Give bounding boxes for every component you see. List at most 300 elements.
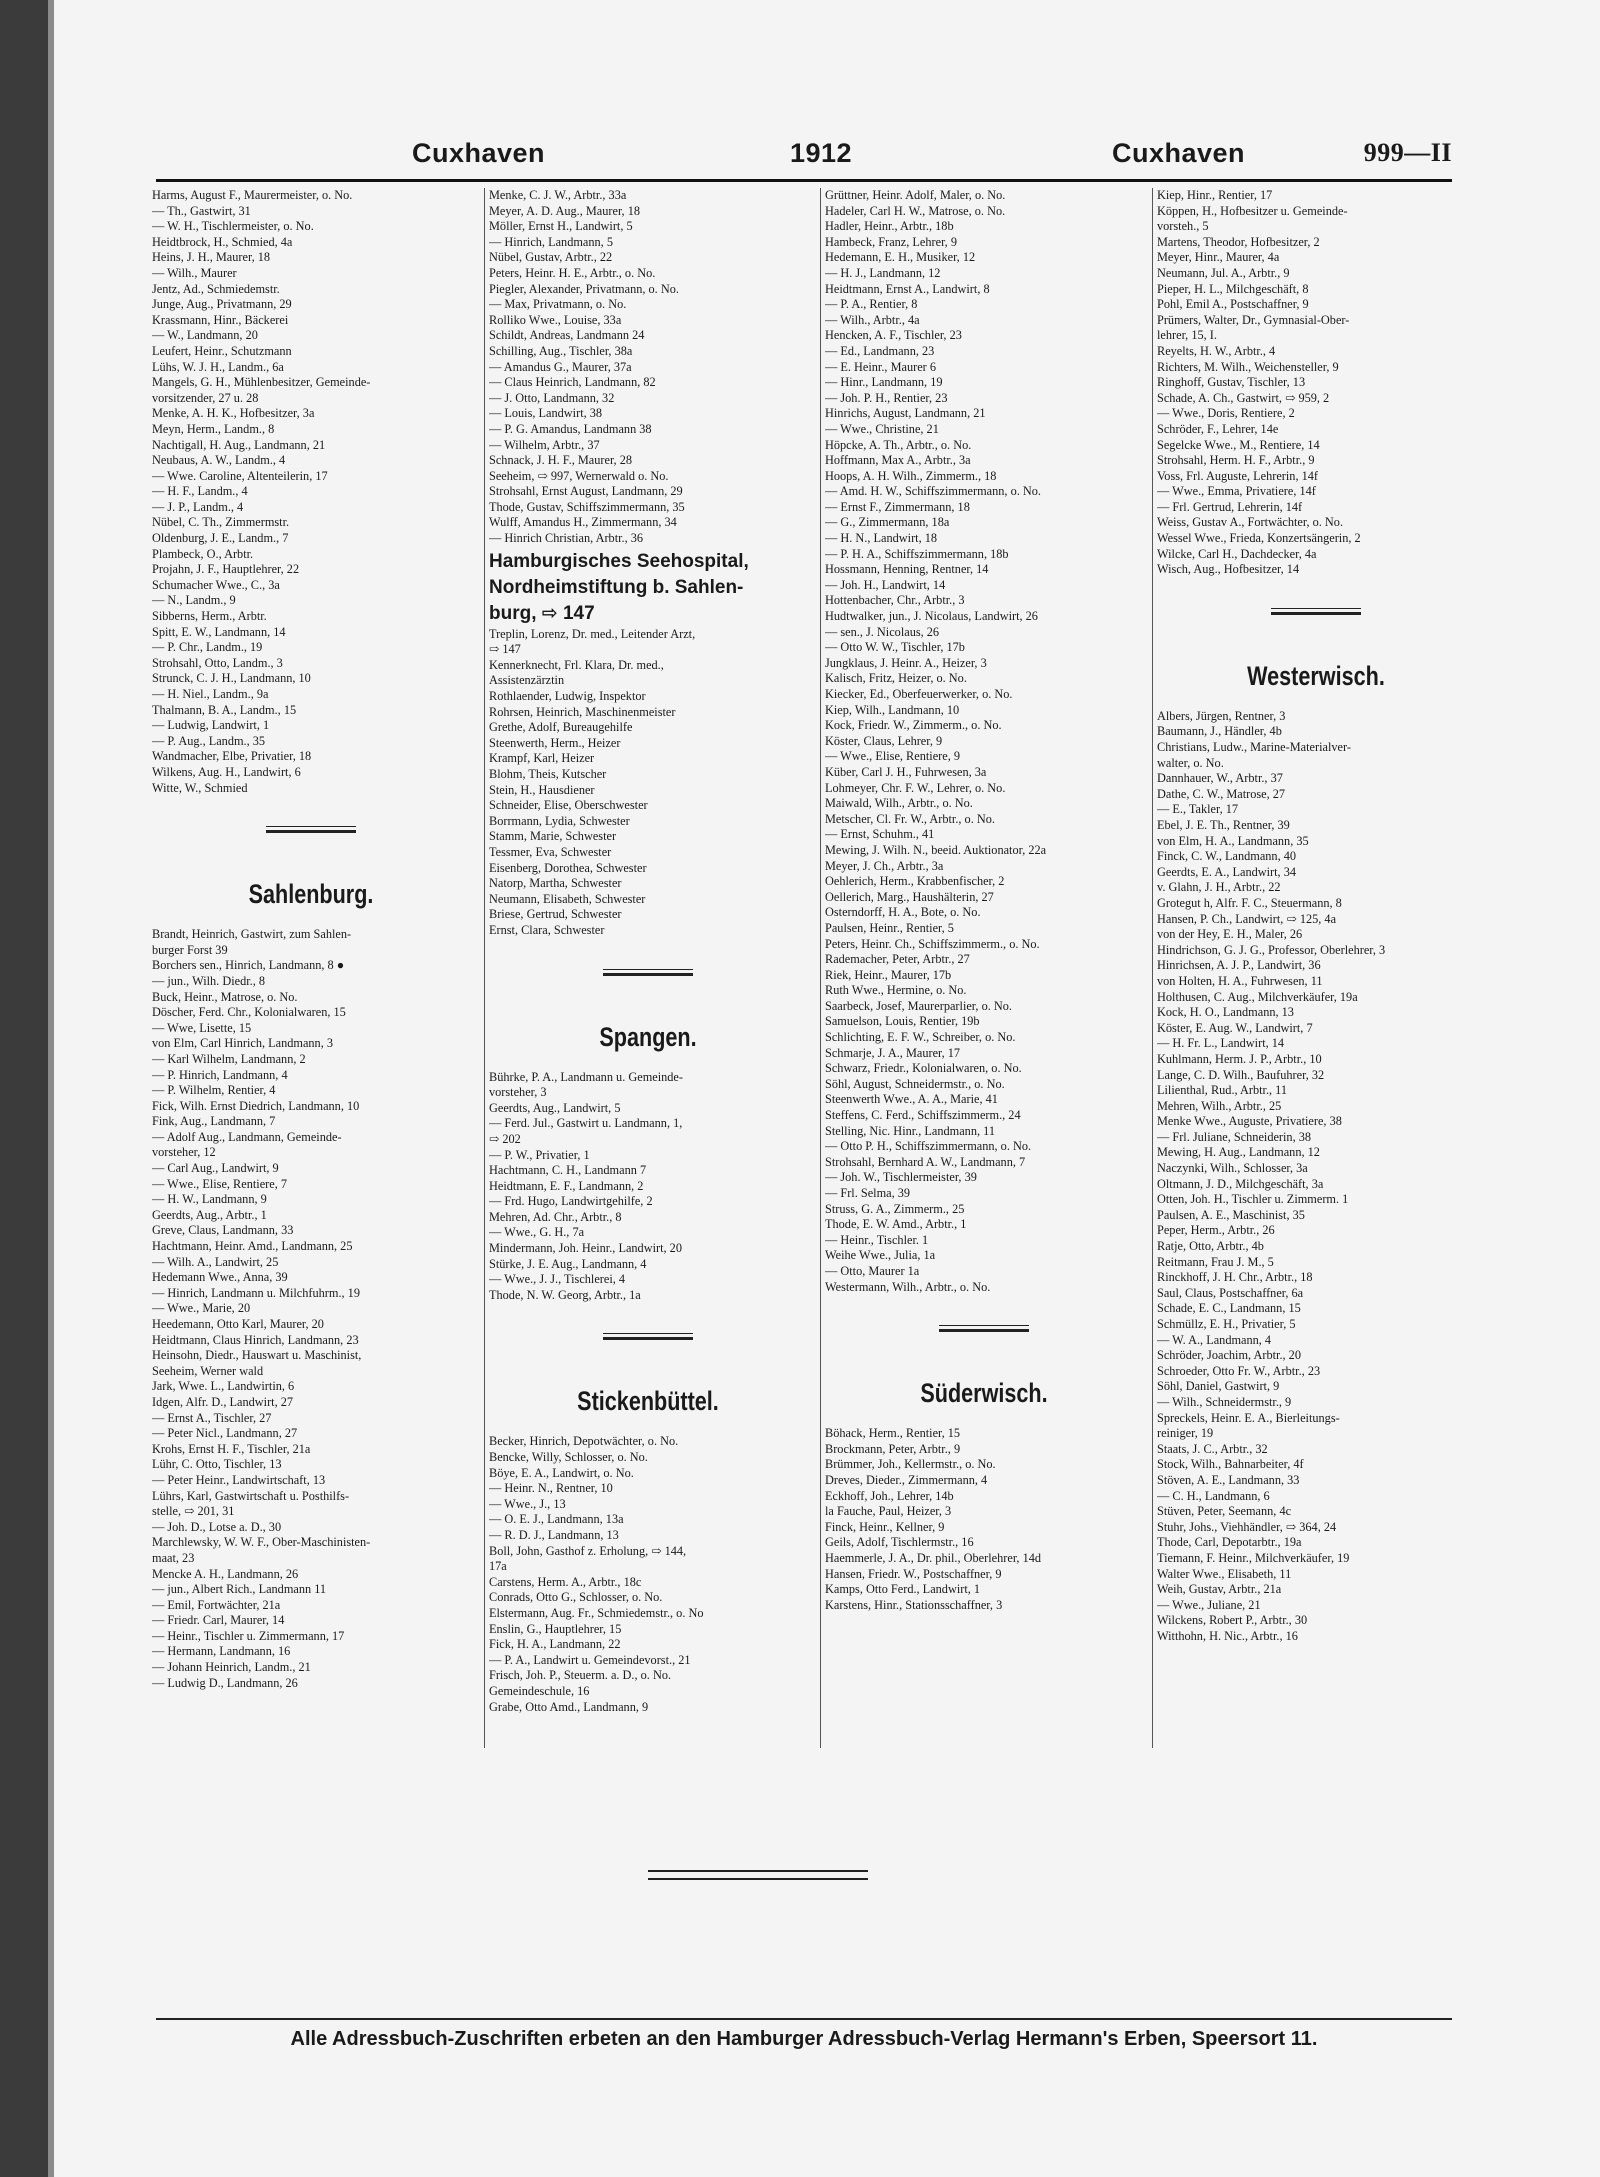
directory-entry: Hambeck, Franz, Lehrer, 9: [825, 234, 957, 249]
directory-entry: Hinrichsen, A. J. P., Landwirt, 36: [1157, 958, 1321, 973]
directory-entry: — Frl. Juliane, Schneiderin, 38: [1157, 1129, 1312, 1144]
directory-entry: Böhack, Herm., Rentier, 15: [825, 1426, 961, 1441]
directory-entry: — Frl. Selma, 39: [825, 1186, 911, 1200]
directory-entry: Geils, Adolf, Tischlermstr., 16: [825, 1535, 974, 1550]
header-rule: [156, 179, 1452, 182]
directory-entry: Neubaus, A. W., Landm., 4: [152, 453, 286, 468]
directory-entry: — R. D. J., Landmann, 13: [489, 1528, 619, 1542]
directory-entry: — Emil, Fortwächter, 21a: [152, 1597, 281, 1612]
directory-entry: — Ludwig, Landwirt, 1: [152, 718, 270, 733]
directory-entry: Schade, E. C., Landmann, 15: [1157, 1301, 1301, 1316]
directory-entry: Spreckels, Heinr. E. A., Bierleitungs-: [1157, 1410, 1340, 1425]
directory-entry: Dannhauer, W., Arbtr., 37: [1157, 771, 1283, 786]
directory-entry: — Otto W. W., Tischler, 17b: [825, 640, 965, 655]
directory-entry: Möller, Ernst H., Landwirt, 5: [489, 219, 633, 234]
directory-entry: Weihe Wwe., Julia, 1a: [825, 1248, 936, 1263]
directory-entry: Rothlaender, Ludwig, Inspektor: [489, 689, 646, 704]
directory-entry: Fink, Aug., Landmann, 7: [152, 1114, 276, 1129]
directory-entry: — E., Takler, 17: [1157, 802, 1239, 817]
section-separator: [266, 826, 356, 833]
directory-entry: — N., Landm., 9: [152, 593, 236, 608]
directory-entry: — Hinrich Christian, Arbtr., 36: [489, 531, 644, 546]
directory-entry: Grotegut h, Alfr. F. C., Steuermann, 8: [1157, 895, 1342, 910]
directory-entry: — C. H., Landmann, 6: [1157, 1488, 1270, 1503]
directory-entry: Söhl, Daniel, Gastwirt, 9: [1157, 1379, 1280, 1394]
directory-entry: lehrer, 15, I.: [1157, 328, 1217, 343]
column-1: [152, 188, 470, 1748]
directory-entry: Hinrichs, August, Landmann, 21: [825, 406, 986, 421]
directory-entry: — Wwe., Doris, Rentiere, 2: [1157, 406, 1295, 421]
directory-entry: — Ed., Landmann, 23: [825, 343, 935, 358]
directory-entry: — Wwe., G. H., 7a: [489, 1225, 585, 1240]
directory-entry: Finck, C. W., Landmann, 40: [1157, 849, 1297, 864]
directory-entry: Höpcke, A. Th., Arbtr., o. No.: [825, 437, 972, 452]
directory-entry: — Otto P. H., Schiffszimmermann, o. No.: [825, 1139, 1032, 1154]
directory-entry: Gemeindeschule, 16: [489, 1683, 590, 1698]
directory-entry: — jun., Wilh. Diedr., 8: [152, 973, 266, 988]
directory-entry: Greve, Claus, Landmann, 33: [152, 1223, 294, 1238]
directory-entry: la Fauche, Paul, Heizer, 3: [825, 1504, 952, 1519]
header-town-left: Cuxhaven: [412, 138, 546, 168]
directory-entry: Kalisch, Fritz, Heizer, o. No.: [825, 671, 967, 686]
directory-entry: Köster, E. Aug. W., Landwirt, 7: [1157, 1020, 1313, 1035]
directory-entry: — O. E. J., Landmann, 13a: [489, 1512, 624, 1527]
directory-entry: Leufert, Heinr., Schutzmann: [152, 343, 292, 358]
directory-entry: Grabe, Otto Amd., Landmann, 9: [489, 1699, 649, 1714]
directory-entry: Holthusen, C. Aug., Milchverkäufer, 19a: [1157, 989, 1358, 1004]
directory-entry: vorsteher, 12: [152, 1145, 216, 1160]
directory-entry: Ernst, Clara, Schwester: [489, 922, 605, 937]
directory-entry: Thode, E. W. Amd., Arbtr., 1: [825, 1217, 967, 1232]
directory-entry: Krohs, Ernst H. F., Tischler, 21a: [152, 1441, 311, 1456]
directory-entry: — Hinrich, Landmann, 5: [489, 234, 613, 249]
directory-entry: Küber, Carl J. H., Fuhrwesen, 3a: [825, 764, 987, 779]
directory-entry: Geerdts, E. A., Landwirt, 34: [1157, 864, 1296, 879]
directory-entry: von Holten, H. A., Fuhrwesen, 11: [1157, 973, 1323, 988]
directory-entry: Nübel, Gustav, Arbtr., 22: [489, 250, 613, 265]
directory-entry: — Wwe., Elise, Rentiere, 9: [825, 749, 961, 764]
directory-entry: Junge, Aug., Privatmann, 29: [152, 297, 292, 312]
directory-entry: Schlichting, E. F. W., Schreiber, o. No.: [825, 1030, 1016, 1045]
directory-entry: — W. A., Landmann, 4: [1157, 1332, 1272, 1347]
directory-entry: Stock, Wilh., Bahnarbeiter, 4f: [1157, 1457, 1304, 1472]
directory-entry: Reitmann, Frau J. M., 5: [1157, 1254, 1274, 1269]
directory-entry: Stein, H., Hausdiener: [489, 782, 595, 797]
directory-entry: Steffens, C. Ferd., Schiffszimmerm., 24: [825, 1108, 1021, 1123]
directory-entry: Mewing, H. Aug., Landmann, 12: [1157, 1145, 1320, 1160]
directory-entry: Oldenburg, J. E., Landm., 7: [152, 531, 289, 546]
directory-entry: — Th., Gastwirt, 31: [152, 203, 251, 218]
publisher-footer: Alle Adressbuch-Zuschriften erbeten an den Hamburger Adressbuch-Verlag Hermann's Erben, Speersort 11.: [290, 2028, 1318, 2050]
directory-entry: burger Forst 39: [152, 942, 228, 957]
directory-entry: — Ludwig D., Landmann, 26: [152, 1675, 298, 1690]
directory-entry: Hadler, Heinr., Arbtr., 18b: [825, 219, 954, 234]
directory-entry: Marchlewsky, W. W. F., Ober-Maschinisten-: [152, 1535, 371, 1550]
directory-entry: Prümers, Walter, Dr., Gymnasial-Ober-: [1157, 312, 1350, 327]
directory-entry: Schneider, Elise, Oberschwester: [489, 798, 648, 813]
directory-entry: — Wwe., Emma, Privatiere, 14f: [1157, 484, 1316, 499]
directory-entry: Harms, August F., Maurermeister, o. No.: [152, 188, 353, 202]
section-heading: Süderwisch.: [920, 1378, 1048, 1409]
directory-entry: Mangels, G. H., Mühlenbesitzer, Gemeinde-: [152, 375, 371, 390]
directory-entry: — Amandus G., Maurer, 37a: [489, 359, 632, 374]
directory-entry: Idgen, Alfr. D., Landwirt, 27: [152, 1394, 294, 1409]
directory-entry: Nachtigall, H. Aug., Landmann, 21: [152, 437, 326, 452]
directory-entry: Thode, N. W. Georg, Arbtr., 1a: [489, 1287, 641, 1302]
section-heading: Westerwisch.: [1247, 660, 1385, 691]
directory-entry: Kock, H. O., Landmann, 13: [1157, 1005, 1294, 1020]
directory-entry: Blohm, Theis, Kutscher: [489, 767, 607, 781]
directory-entry: Natorp, Martha, Schwester: [489, 876, 622, 891]
column-4: [1152, 188, 1475, 1748]
directory-entry: Ebel, J. E. Th., Rentner, 39: [1157, 818, 1290, 832]
directory-entry: Wisch, Aug., Hofbesitzer, 14: [1157, 562, 1300, 577]
directory-entry: — P. Hinrich, Landmann, 4: [152, 1067, 288, 1082]
directory-entry: Westermann, Wilh., Arbtr., o. No.: [825, 1279, 991, 1294]
directory-entry: Wandmacher, Elbe, Privatier, 18: [152, 749, 312, 764]
directory-entry: Witte, W., Schmied: [152, 780, 248, 795]
directory-entry: Peters, Heinr. H. E., Arbtr., o. No.: [489, 265, 656, 280]
directory-entry: — P. H. A., Schiffszimmermann, 18b: [825, 546, 1009, 561]
directory-entry: Schröder, Joachim, Arbtr., 20: [1157, 1348, 1301, 1363]
header-town-right: Cuxhaven: [1112, 138, 1246, 168]
directory-entry: vorsteher, 3: [489, 1085, 547, 1100]
directory-entry: Rademacher, Peter, Arbtr., 27: [825, 952, 970, 967]
directory-entry: Segelcke Wwe., M., Rentiere, 14: [1157, 437, 1320, 452]
directory-entry: Staats, J. C., Arbtr., 32: [1157, 1441, 1268, 1456]
directory-entry: Hansen, P. Ch., Landwirt, ⇨ 125, 4a: [1157, 911, 1337, 926]
directory-entry: Fick, Wilh. Ernst Diedrich, Landmann, 10: [152, 1098, 360, 1113]
directory-entry: Wessel Wwe., Frieda, Konzertsängerin, 2: [1157, 531, 1361, 546]
directory-entry: ⇨ 202: [489, 1131, 521, 1146]
directory-entry: Heidtmann, Claus Hinrich, Landmann, 23: [152, 1332, 359, 1347]
directory-entry: Hencken, A. F., Tischler, 23: [825, 328, 962, 343]
directory-entry: Weih, Gustav, Arbtr., 21a: [1157, 1582, 1282, 1597]
directory-entry: Strohsahl, Herm. H. F., Arbtr., 9: [1157, 453, 1315, 468]
directory-entry: — Heinr., Tischler. 1: [825, 1232, 929, 1247]
directory-entry: Rolliko Wwe., Louise, 33a: [489, 312, 622, 327]
directory-entry: Paulsen, A. E., Maschinist, 35: [1157, 1207, 1305, 1222]
directory-entry: Köppen, H., Hofbesitzer u. Gemeinde-: [1157, 203, 1348, 218]
directory-entry: Kuhlmann, Herm. J. P., Arbtr., 10: [1157, 1051, 1322, 1066]
directory-entry: — Max, Privatmann, o. No.: [489, 297, 627, 312]
directory-entry: reiniger, 19: [1157, 1426, 1214, 1441]
section-separator: [1271, 608, 1361, 615]
directory-entry: Wilkens, Aug. H., Landwirt, 6: [152, 764, 301, 779]
directory-entry: — Amd. H. W., Schiffszimmermann, o. No.: [825, 484, 1041, 499]
directory-entry: Paulsen, Heinr., Rentier, 5: [825, 920, 954, 935]
page-header: [156, 138, 1452, 178]
directory-entry: Söhl, August, Schneidermstr., o. No.: [825, 1076, 1005, 1091]
directory-entry: Stöven, A. E., Landmann, 33: [1157, 1472, 1300, 1487]
directory-entry: Projahn, J. F., Hauptlehrer, 22: [152, 562, 300, 577]
directory-entry: Struss, G. A., Zimmerm., 25: [825, 1201, 965, 1216]
directory-entry: Finck, Heinr., Kellner, 9: [825, 1519, 945, 1534]
directory-entry: Albers, Jürgen, Rentner, 3: [1157, 708, 1286, 723]
directory-entry: Thode, Gustav, Schiffszimmermann, 35: [489, 499, 685, 514]
directory-entry: Boll, John, Gasthof z. Erholung, ⇨ 144,: [489, 1543, 687, 1558]
directory-entry: — H. W., Landmann, 9: [152, 1192, 267, 1207]
directory-entry: Heidtmann, Ernst A., Landwirt, 8: [825, 281, 990, 296]
directory-entry: Mehren, Ad. Chr., Arbtr., 8: [489, 1209, 622, 1224]
directory-entry: Rohrsen, Heinrich, Maschinenmeister: [489, 704, 676, 719]
institution-heading: Nordheimstiftung b. Sahlen-: [489, 576, 744, 598]
directory-entry: Brümmer, Joh., Kellermstr., o. No.: [825, 1457, 996, 1472]
directory-entry: Witthohn, H. Nic., Arbtr., 16: [1157, 1628, 1298, 1643]
institution-heading: Hamburgisches Seehospital,: [489, 550, 749, 572]
directory-entry: Strohsahl, Otto, Landm., 3: [152, 655, 283, 670]
directory-entry: — P. G. Amandus, Landmann 38: [489, 421, 652, 436]
directory-entry: Strunck, C. J. H., Landmann, 10: [152, 671, 311, 686]
directory-entry: Kiep, Wilh., Landmann, 10: [825, 702, 960, 717]
directory-entry: Mencke A. H., Landmann, 26: [152, 1566, 299, 1581]
directory-entry: Kamps, Otto Ferd., Landwirt, 1: [825, 1582, 981, 1597]
directory-entry: Ruth Wwe., Hermine, o. No.: [825, 983, 967, 998]
directory-entry: Hoops, A. H. Wilh., Zimmerm., 18: [825, 468, 997, 483]
directory-entry: — Joh. P. H., Rentier, 23: [825, 390, 948, 405]
directory-entry: vorsitzender, 27 u. 28: [152, 390, 259, 405]
directory-entry: Frisch, Joh. P., Steuerm. a. D., o. No.: [489, 1668, 672, 1683]
directory-entry: Lührs, Karl, Gastwirtschaft u. Posthilfs-: [152, 1488, 350, 1503]
directory-entry: — Wilhelm, Arbtr., 37: [489, 437, 600, 452]
directory-entry: — H. F., Landm., 4: [152, 484, 248, 499]
directory-entry: — Wwe., J. J., Tischlerei, 4: [489, 1272, 626, 1287]
directory-entry: — Louis, Landwirt, 38: [489, 406, 603, 421]
directory-entry: Oehlerich, Herm., Krabbenfischer, 2: [825, 874, 1005, 889]
directory-entry: Meyer, J. Ch., Arbtr., 3a: [825, 858, 944, 873]
directory-entry: Richters, M. Wilh., Weichensteller, 9: [1157, 359, 1339, 374]
directory-entry: Kiecker, Ed., Oberfeuerwerker, o. No.: [825, 687, 1013, 701]
directory-entry: — Wwe., Juliane, 21: [1157, 1597, 1261, 1612]
directory-entry: — Claus Heinrich, Landmann, 82: [489, 375, 656, 390]
directory-entry: — P. Aug., Landm., 35: [152, 733, 266, 748]
header-year: 1912: [790, 138, 853, 168]
directory-entry: Weiss, Gustav A., Fortwächter, o. No.: [1157, 515, 1344, 530]
directory-entry: Heinsohn, Diedr., Hauswart u. Maschinist,: [152, 1348, 362, 1363]
column-2: [484, 188, 807, 1748]
directory-entry: Rinckhoff, J. H. Chr., Arbtr., 18: [1157, 1270, 1313, 1285]
directory-entry: Hadeler, Carl H. W., Matrose, o. No.: [825, 203, 1006, 218]
directory-entry: Heedemann, Otto Karl, Maurer, 20: [152, 1317, 324, 1331]
institution-heading: burg, ⇨ 147: [489, 602, 595, 624]
directory-entry: Oltmann, J. D., Milchgeschäft, 3a: [1157, 1176, 1324, 1191]
directory-entry: — Joh. W., Tischlermeister, 39: [825, 1170, 977, 1185]
directory-entry: Menke, C. J. W., Arbtr., 33a: [489, 188, 627, 202]
directory-entry: ⇨ 147: [489, 642, 521, 657]
directory-entry: Conrads, Otto G., Schlosser, o. No.: [489, 1590, 663, 1605]
directory-entry: — Friedr. Carl, Maurer, 14: [152, 1613, 285, 1628]
directory-entry: Thode, Carl, Depotarbtr., 19a: [1157, 1535, 1302, 1550]
directory-entry: Borrmann, Lydia, Schwester: [489, 813, 630, 828]
directory-entry: — sen., J. Nicolaus, 26: [825, 624, 940, 639]
directory-entry: — Ernst, Schuhm., 41: [825, 827, 935, 842]
directory-entry: — Wilh., Maurer: [152, 265, 237, 280]
directory-entry: Jentz, Ad., Schmiedemstr.: [152, 281, 280, 296]
directory-entry: — Wwe., Christine, 21: [825, 421, 939, 436]
directory-entry: — Frl. Gertrud, Lehrerin, 14f: [1157, 499, 1303, 514]
directory-entry: Christians, Ludw., Marine-Materialver-: [1157, 740, 1351, 755]
directory-entry: Heins, J. H., Maurer, 18: [152, 250, 271, 265]
directory-entry: Mewing, J. Wilh. N., beeid. Auktionator, 22a: [825, 842, 1047, 857]
directory-entry: Buck, Heinr., Matrose, o. No.: [152, 989, 298, 1004]
directory-entry: Borchers sen., Hinrich, Landmann, 8 ●: [152, 958, 345, 973]
directory-entry: Meyer, A. D. Aug., Maurer, 18: [489, 203, 640, 218]
directory-entry: Menke Wwe., Auguste, Privatiere, 38: [1157, 1114, 1342, 1129]
directory-entry: Hossmann, Henning, Rentner, 14: [825, 562, 989, 577]
directory-entry: — W. H., Tischlermeister, o. No.: [152, 219, 314, 234]
directory-entry: — Joh. D., Lotse a. D., 30: [152, 1519, 282, 1534]
directory-entry: Pieper, H. L., Milchgeschäft, 8: [1157, 281, 1309, 296]
directory-entry: Ratje, Otto, Arbtr., 4b: [1157, 1239, 1264, 1254]
directory-entry: Hedemann Wwe., Anna, 39: [152, 1270, 288, 1285]
directory-entry: Schildt, Andreas, Landmann 24: [489, 328, 645, 343]
directory-entry: Otten, Joh. H., Tischler u. Zimmerm. 1: [1157, 1192, 1349, 1207]
directory-entry: Schumacher Wwe., C., 3a: [152, 577, 280, 592]
directory-entry: — Hinrich, Landmann u. Milchfuhrm., 19: [152, 1285, 360, 1300]
directory-entry: Maiwald, Wilh., Arbtr., o. No.: [825, 796, 973, 811]
directory-entry: Ringhoff, Gustav, Tischler, 13: [1157, 375, 1306, 390]
directory-entry: maat, 23: [152, 1550, 195, 1565]
directory-entry: — P. Chr., Landm., 19: [152, 640, 263, 655]
directory-entry: Tiemann, F. Heinr., Milchverkäufer, 19: [1157, 1550, 1350, 1565]
directory-entry: Schnack, J. H. F., Maurer, 28: [489, 453, 632, 468]
end-rule: [648, 1870, 868, 1880]
directory-entry: — H. N., Landwirt, 18: [825, 531, 938, 546]
directory-entry: Mindermann, Joh. Heinr., Landwirt, 20: [489, 1241, 682, 1256]
directory-entry: Bührke, P. A., Landmann u. Gemeinde-: [489, 1069, 683, 1084]
directory-entry: Assistenzärztin: [489, 673, 565, 688]
directory-entry: Oellerich, Marg., Haushälterin, 27: [825, 889, 994, 904]
directory-entry: Enslin, G., Hauptlehrer, 15: [489, 1621, 622, 1636]
directory-entry: Mehren, Wilh., Arbtr., 25: [1157, 1098, 1282, 1113]
directory-entry: Carstens, Herm. A., Arbtr., 18c: [489, 1574, 642, 1589]
directory-entry: Schroeder, Otto Fr. W., Arbtr., 23: [1157, 1363, 1321, 1378]
directory-entry: — Wwe, Lisette, 15: [152, 1020, 252, 1035]
directory-entry: — Joh. H., Landwirt, 14: [825, 577, 946, 592]
directory-entry: — Carl Aug., Landwirt, 9: [152, 1161, 279, 1176]
directory-entry: Lilienthal, Rud., Arbtr., 11: [1157, 1083, 1288, 1098]
directory-entry: Strohsahl, Ernst August, Landmann, 29: [489, 484, 683, 499]
directory-entry: Stelling, Nic. Hinr., Landmann, 11: [825, 1123, 995, 1138]
directory-entry: Hachtmann, C. H., Landmann 7: [489, 1163, 647, 1178]
directory-entry: — Wilh., Schneidermstr., 9: [1157, 1394, 1292, 1409]
directory-entry: Lühs, W. J. H., Landm., 6a: [152, 359, 284, 374]
directory-entry: Riek, Heinr., Maurer, 17b: [825, 967, 952, 982]
directory-entry: Hoffmann, Max A., Arbtr., 3a: [825, 453, 971, 468]
book-binding-edge: [0, 0, 48, 2177]
directory-entry: Neumann, Elisabeth, Schwester: [489, 891, 646, 906]
directory-entry: — P. W., Privatier, 1: [489, 1147, 590, 1162]
directory-entry: — W., Landmann, 20: [152, 328, 258, 343]
directory-entry: Geerdts, Aug., Arbtr., 1: [152, 1207, 267, 1222]
header-page-number: 999—II: [1363, 138, 1452, 167]
directory-entry: Eckhoff, Joh., Lehrer, 14b: [825, 1488, 954, 1503]
directory-entry: — Ernst A., Tischler, 27: [152, 1410, 272, 1425]
section-separator: [603, 1333, 693, 1340]
directory-entry: Strohsahl, Bernhard A. W., Landmann, 7: [825, 1154, 1026, 1169]
directory-entry: Metscher, Cl. Fr. W., Arbtr., o. No.: [825, 811, 995, 826]
directory-entry: — H. Niel., Landm., 9a: [152, 687, 269, 701]
directory-entry: Grüttner, Heinr. Adolf, Maler, o. No.: [825, 188, 1006, 202]
directory-entry: Becker, Hinrich, Depotwächter, o. No.: [489, 1434, 679, 1449]
directory-entry: Elstermann, Aug. Fr., Schmiedemstr., o. No: [489, 1605, 704, 1620]
directory-entry: Kennerknecht, Frl. Klara, Dr. med.,: [489, 657, 664, 672]
directory-entry: — Wwe., Marie, 20: [152, 1301, 251, 1316]
directory-entry: Lühr, C. Otto, Tischler, 13: [152, 1457, 282, 1472]
directory-entry: Seeheim, Werner wald: [152, 1363, 264, 1378]
directory-entry: — Wwe., J., 13: [489, 1496, 566, 1511]
directory-entry: Dreves, Dieder., Zimmermann, 4: [825, 1472, 988, 1487]
section-heading: Spangen.: [599, 1021, 697, 1052]
directory-entry: — jun., Albert Rich., Landmann 11: [152, 1582, 327, 1597]
directory-entry: Plambeck, O., Arbtr.: [152, 546, 254, 561]
directory-entry: — J. P., Landm., 4: [152, 499, 244, 514]
directory-entry: Wulff, Amandus H., Zimmermann, 34: [489, 515, 677, 530]
directory-entry: — Peter Heinr., Landwirtschaft, 13: [152, 1472, 326, 1487]
directory-entry: Heidtmann, E. F., Landmann, 2: [489, 1178, 644, 1193]
directory-entry: Schröder, F., Lehrer, 14e: [1157, 421, 1279, 436]
directory-entry: Stuhr, Johs., Viehhändler, ⇨ 364, 24: [1157, 1519, 1337, 1534]
directory-entry: Schwarz, Friedr., Kolonialwaren, o. No.: [825, 1061, 1022, 1076]
directory-entry: Brockmann, Peter, Arbtr., 9: [825, 1441, 961, 1456]
directory-entry: — Ferd. Jul., Gastwirt u. Landmann, 1,: [489, 1116, 683, 1131]
directory-entry: Sibberns, Herm., Arbtr.: [152, 609, 267, 624]
directory-entry: Hachtmann, Heinr. Amd., Landmann, 25: [152, 1239, 353, 1254]
directory-entry: Baumann, J., Händler, 4b: [1157, 724, 1282, 739]
directory-entry: Fick, H. A., Landmann, 22: [489, 1637, 621, 1652]
directory-entry: Stürke, J. E. Aug., Landmann, 4: [489, 1256, 647, 1271]
directory-entry: Geerdts, Aug., Landwirt, 5: [489, 1100, 621, 1115]
directory-entry: — G., Zimmermann, 18a: [825, 515, 950, 530]
directory-entry: Schilling, Aug., Tischler, 38a: [489, 343, 633, 358]
directory-entry: Lohmeyer, Chr. F. W., Lehrer, o. No.: [825, 780, 1006, 795]
directory-entry: — Otto, Maurer 1a: [825, 1263, 920, 1278]
column-3: [820, 188, 1143, 1748]
directory-entry: — Ernst F., Zimmermann, 18: [825, 499, 970, 514]
section-heading: Sahlenburg.: [248, 879, 374, 910]
directory-entry: Meyn, Herm., Landm., 8: [152, 421, 275, 436]
directory-entry: Brandt, Heinrich, Gastwirt, zum Sahlen-: [152, 927, 352, 942]
directory-entry: Spitt, E. W., Landmann, 14: [152, 624, 286, 639]
directory-entry: — Wilh., Arbtr., 4a: [825, 312, 920, 327]
directory-entry: von der Hey, E. H., Maler, 26: [1157, 927, 1303, 942]
directory-entry: — E. Heinr., Maurer 6: [825, 359, 936, 374]
directory-entry: Karstens, Hinr., Stationsschaffner, 3: [825, 1597, 1003, 1612]
directory-entry: — Peter Nicl., Landmann, 27: [152, 1426, 298, 1441]
directory-entry: Hudtwalker, jun., J. Nicolaus, Landwirt, 26: [825, 609, 1038, 624]
directory-entry: Saarbeck, Josef, Maurerparlier, o. No.: [825, 998, 1012, 1013]
directory-entry: Schmarje, J. A., Maurer, 17: [825, 1045, 961, 1060]
directory-entry: — Hinr., Landmann, 19: [825, 375, 943, 390]
directory-entry: Kiep, Hinr., Rentier, 17: [1157, 188, 1273, 202]
directory-entry: walter, o. No.: [1157, 755, 1224, 770]
directory-entry: Voss, Frl. Auguste, Lehrerin, 14f: [1157, 468, 1318, 483]
directory-entry: — Johann Heinrich, Landm., 21: [152, 1660, 311, 1675]
directory-entry: Schmüllz, E. H., Privatier, 5: [1157, 1317, 1296, 1331]
directory-entry: Nübel, C. Th., Zimmermstr.: [152, 515, 290, 530]
directory-entry: Pohl, Emil A., Postschaffner, 9: [1157, 297, 1309, 312]
directory-entry: Krassmann, Hinr., Bäckerei: [152, 312, 289, 327]
directory-entry: Dathe, C. W., Matrose, 27: [1157, 786, 1286, 801]
directory-entry: Böye, E. A., Landwirt, o. No.: [489, 1465, 634, 1480]
directory-entry: Haemmerle, J. A., Dr. phil., Oberlehrer, 14d: [825, 1550, 1042, 1565]
directory-entry: Bencke, Willy, Schlosser, o. No.: [489, 1450, 648, 1465]
directory-entry: Schade, A. Ch., Gastwirt, ⇨ 959, 2: [1157, 390, 1330, 405]
page-gutter: [48, 0, 54, 2177]
directory-entry: Meyer, Hinr., Maurer, 4a: [1157, 250, 1280, 265]
directory-entry: vorsteh., 5: [1157, 219, 1209, 234]
directory-entry: Hansen, Friedr. W., Postschaffner, 9: [825, 1566, 1002, 1581]
